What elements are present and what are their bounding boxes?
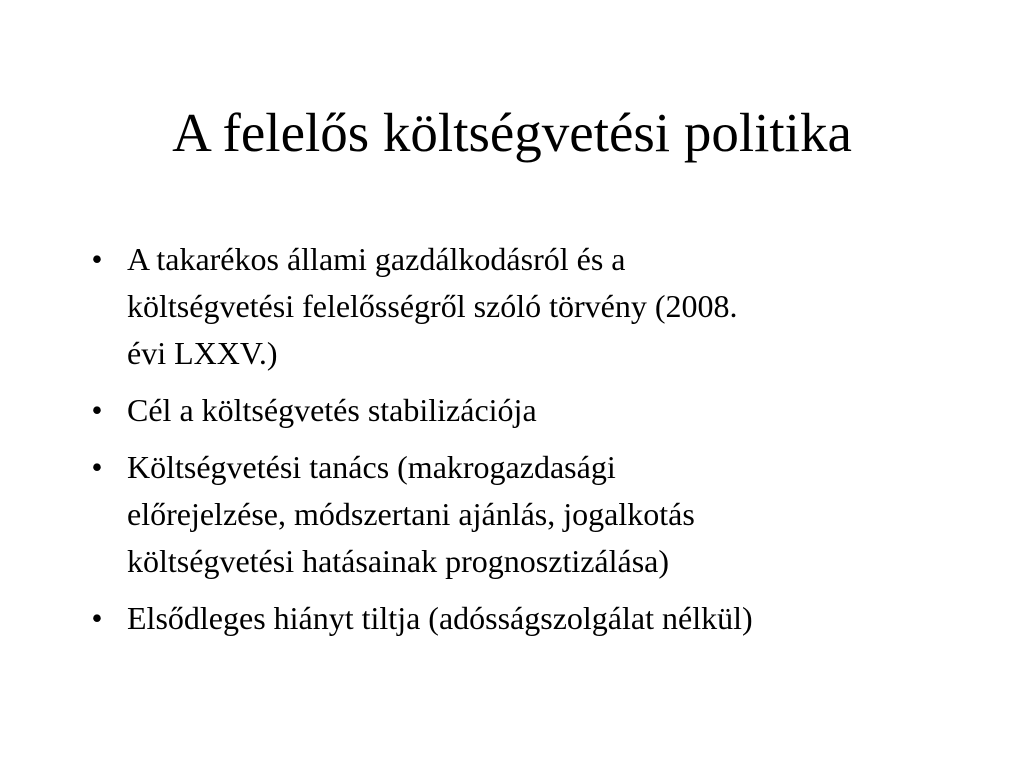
bullet-line: költségvetési felelősségről szóló törvény (2008. [127, 288, 738, 324]
bullet-dot-icon: • [91, 241, 103, 277]
bullet-line: Elsődleges hiányt tiltja (adósságszolgálat nélkül) [127, 600, 753, 636]
bullet-line: Költségvetési tanács (makrogazdasági [127, 449, 616, 485]
bullet-item-4 [80, 595, 940, 642]
bullet-dot-icon: • [91, 449, 103, 485]
bullet-line: Cél a költségvetés stabilizációja [127, 392, 537, 428]
bullet-item-2 [80, 387, 940, 434]
bullet-line: előrejelzése, módszertani ajánlás, jogalkotás [127, 496, 695, 532]
bullet-dot-icon: • [91, 600, 103, 636]
bullet-item-3 [80, 444, 940, 585]
bullet-item-1 [80, 236, 940, 377]
bullet-line: évi LXXV.) [127, 335, 278, 371]
bullet-line: költségvetési hatásainak prognosztizálása) [127, 543, 670, 579]
slide-title: A felelős költségvetési politika [172, 102, 852, 163]
bullet-dot-icon: • [91, 392, 103, 428]
bullet-line: A takarékos állami gazdálkodásról és a [127, 241, 626, 277]
bullet-list [80, 236, 940, 652]
